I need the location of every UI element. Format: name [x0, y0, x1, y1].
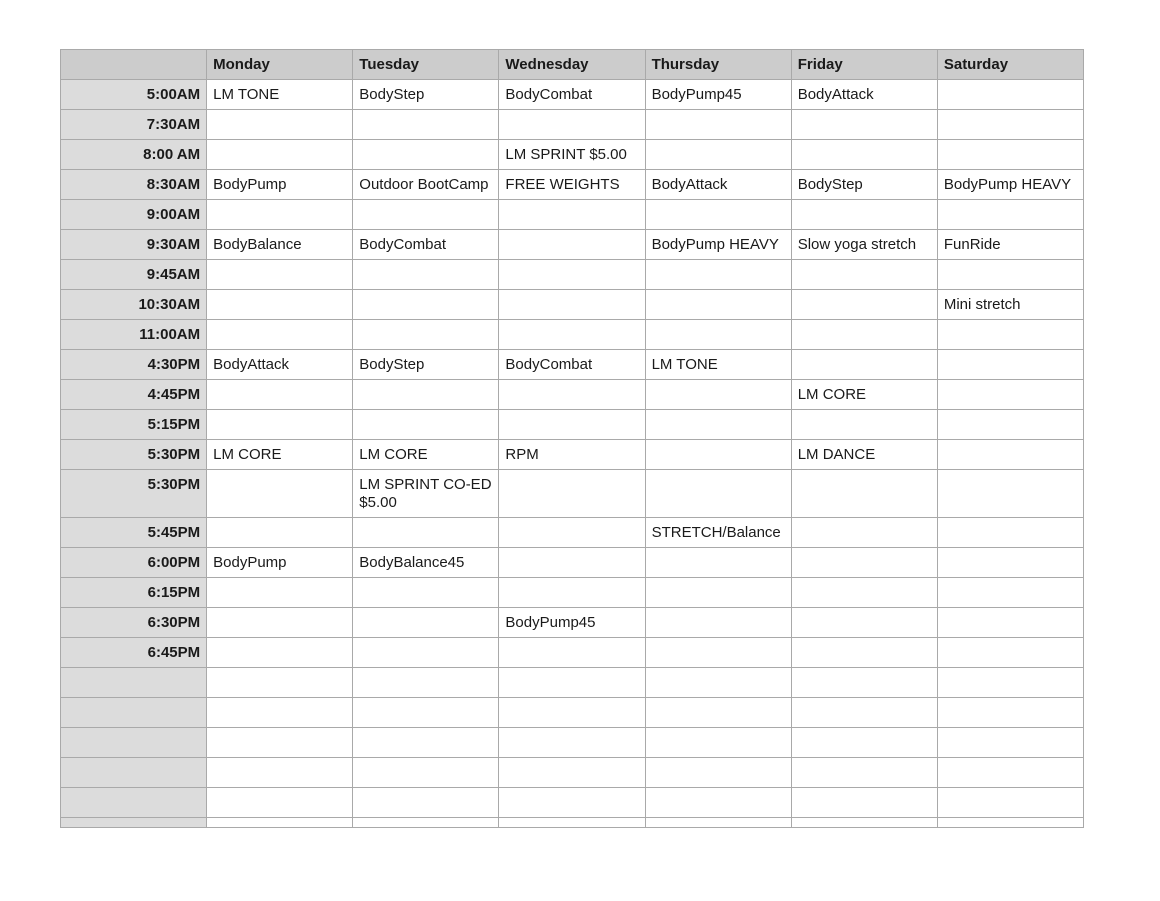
corner-cell[interactable] [61, 50, 207, 80]
class-cell[interactable] [791, 728, 937, 758]
schedule-row [61, 140, 1084, 170]
class-cell[interactable] [207, 470, 353, 518]
class-cell[interactable] [207, 638, 353, 668]
class-cell[interactable] [791, 818, 937, 828]
class-cell[interactable] [937, 518, 1083, 548]
class-cell[interactable] [353, 698, 499, 728]
schedule-row [61, 728, 1084, 758]
class-cell[interactable] [207, 200, 353, 230]
day-header[interactable]: Tuesday [353, 50, 499, 80]
class-cell[interactable] [937, 578, 1083, 608]
class-cell[interactable] [791, 638, 937, 668]
class-cell[interactable] [645, 728, 791, 758]
schedule-row [61, 758, 1084, 788]
class-cell[interactable]: BodyAttack [791, 80, 937, 110]
class-cell[interactable] [353, 818, 499, 828]
class-cell[interactable] [499, 260, 645, 290]
class-cell[interactable] [645, 410, 791, 440]
class-cell[interactable] [207, 260, 353, 290]
class-cell[interactable] [791, 698, 937, 728]
class-cell[interactable] [353, 380, 499, 410]
class-cell[interactable] [207, 320, 353, 350]
class-cell[interactable] [499, 410, 645, 440]
schedule-row [61, 80, 1084, 110]
class-cell[interactable]: STRETCH/Balance [645, 518, 791, 548]
class-cell[interactable]: LM DANCE [791, 440, 937, 470]
class-cell[interactable] [645, 200, 791, 230]
class-cell[interactable] [645, 668, 791, 698]
class-cell[interactable] [353, 290, 499, 320]
class-cell[interactable] [791, 578, 937, 608]
time-cell[interactable]: 4:30PM [61, 350, 207, 380]
class-cell[interactable] [645, 260, 791, 290]
time-cell[interactable]: 6:30PM [61, 608, 207, 638]
time-cell[interactable]: 4:45PM [61, 380, 207, 410]
schedule-row [61, 698, 1084, 728]
schedule-row [61, 518, 1084, 548]
class-cell[interactable] [645, 608, 791, 638]
class-cell[interactable] [937, 350, 1083, 380]
class-cell[interactable] [353, 410, 499, 440]
class-cell[interactable] [937, 548, 1083, 578]
class-cell[interactable]: BodyPump HEAVY [937, 170, 1083, 200]
class-cell[interactable] [937, 470, 1083, 518]
schedule-row [61, 548, 1084, 578]
class-cell[interactable] [937, 758, 1083, 788]
class-cell[interactable]: FunRide [937, 230, 1083, 260]
schedule-row [61, 410, 1084, 440]
class-cell[interactable]: BodyCombat [499, 80, 645, 110]
class-cell[interactable]: Mini stretch [937, 290, 1083, 320]
time-cell[interactable]: 5:15PM [61, 410, 207, 440]
class-cell[interactable] [353, 140, 499, 170]
class-cell[interactable] [353, 608, 499, 638]
class-cell[interactable] [791, 140, 937, 170]
class-cell[interactable] [499, 548, 645, 578]
time-cell[interactable] [61, 698, 207, 728]
day-header[interactable]: Thursday [645, 50, 791, 80]
class-cell[interactable] [207, 698, 353, 728]
class-cell[interactable] [499, 470, 645, 518]
class-cell[interactable] [937, 818, 1083, 828]
class-cell[interactable] [645, 758, 791, 788]
time-cell[interactable]: 8:00 AM [61, 140, 207, 170]
class-cell[interactable] [353, 320, 499, 350]
schedule-row [61, 638, 1084, 668]
class-cell[interactable] [207, 728, 353, 758]
class-cell[interactable] [791, 320, 937, 350]
class-cell[interactable] [937, 80, 1083, 110]
class-cell[interactable] [499, 818, 645, 828]
time-cell[interactable]: 10:30AM [61, 290, 207, 320]
class-cell[interactable] [645, 140, 791, 170]
class-cell[interactable]: LM CORE [791, 380, 937, 410]
class-cell[interactable]: BodyCombat [499, 350, 645, 380]
class-cell[interactable] [937, 320, 1083, 350]
class-cell[interactable] [207, 410, 353, 440]
class-cell[interactable] [353, 638, 499, 668]
time-cell[interactable]: 9:30AM [61, 230, 207, 260]
class-cell[interactable]: BodyStep [353, 350, 499, 380]
class-cell[interactable] [499, 728, 645, 758]
class-cell[interactable] [207, 290, 353, 320]
schedule-row [61, 470, 1084, 518]
class-cell[interactable] [207, 578, 353, 608]
schedule-row [61, 668, 1084, 698]
class-cell[interactable] [645, 578, 791, 608]
time-cell[interactable] [61, 818, 207, 828]
class-cell[interactable]: BodyPump45 [499, 608, 645, 638]
class-cell[interactable]: BodyStep [353, 80, 499, 110]
class-cell[interactable] [791, 470, 937, 518]
class-cell[interactable] [791, 518, 937, 548]
class-cell[interactable]: BodyPump HEAVY [645, 230, 791, 260]
class-cell[interactable]: BodyPump45 [645, 80, 791, 110]
class-cell[interactable]: Outdoor BootCamp [353, 170, 499, 200]
class-cell[interactable]: BodyBalance [207, 230, 353, 260]
time-cell[interactable]: 8:30AM [61, 170, 207, 200]
class-cell[interactable] [791, 260, 937, 290]
class-cell[interactable]: BodyCombat [353, 230, 499, 260]
class-schedule-table [60, 49, 1084, 828]
class-cell[interactable] [353, 758, 499, 788]
class-cell[interactable] [937, 788, 1083, 818]
time-cell[interactable]: 5:30PM [61, 440, 207, 470]
class-cell[interactable] [937, 728, 1083, 758]
class-cell[interactable] [499, 320, 645, 350]
class-cell[interactable] [499, 230, 645, 260]
schedule-row [61, 608, 1084, 638]
class-cell[interactable] [791, 410, 937, 440]
schedule-body [61, 80, 1084, 828]
time-cell[interactable]: 5:30PM [61, 470, 207, 518]
class-cell[interactable] [645, 698, 791, 728]
class-cell[interactable] [353, 200, 499, 230]
class-cell[interactable] [645, 320, 791, 350]
class-cell[interactable]: BodyBalance45 [353, 548, 499, 578]
class-cell[interactable]: RPM [499, 440, 645, 470]
class-cell[interactable] [499, 758, 645, 788]
class-cell[interactable]: BodyStep [791, 170, 937, 200]
schedule-row [61, 440, 1084, 470]
schedule-row [61, 578, 1084, 608]
class-cell[interactable] [937, 140, 1083, 170]
schedule-row [61, 788, 1084, 818]
class-cell[interactable] [937, 440, 1083, 470]
class-cell[interactable] [353, 578, 499, 608]
day-header[interactable]: Friday [791, 50, 937, 80]
class-cell[interactable] [791, 788, 937, 818]
class-cell[interactable] [353, 668, 499, 698]
class-cell[interactable]: LM SPRINT $5.00 [499, 140, 645, 170]
class-cell[interactable] [791, 110, 937, 140]
class-cell[interactable] [937, 380, 1083, 410]
time-cell[interactable] [61, 668, 207, 698]
class-cell[interactable] [645, 380, 791, 410]
time-cell[interactable]: 6:45PM [61, 638, 207, 668]
class-cell[interactable] [353, 110, 499, 140]
time-cell[interactable]: 6:00PM [61, 548, 207, 578]
class-cell[interactable] [207, 518, 353, 548]
class-cell[interactable]: LM CORE [207, 440, 353, 470]
time-cell[interactable]: 9:00AM [61, 200, 207, 230]
class-cell[interactable]: LM TONE [207, 80, 353, 110]
schedule-row [61, 818, 1084, 828]
class-cell[interactable] [207, 608, 353, 638]
class-cell[interactable] [499, 788, 645, 818]
time-cell[interactable]: 11:00AM [61, 320, 207, 350]
class-cell[interactable]: BodyPump [207, 548, 353, 578]
class-cell[interactable] [499, 698, 645, 728]
time-cell[interactable]: 9:45AM [61, 260, 207, 290]
day-header[interactable]: Monday [207, 50, 353, 80]
day-header[interactable]: Wednesday [499, 50, 645, 80]
class-cell[interactable] [499, 578, 645, 608]
class-cell[interactable] [791, 608, 937, 638]
schedule-row [61, 380, 1084, 410]
class-cell[interactable] [499, 518, 645, 548]
class-cell[interactable]: BodyPump [207, 170, 353, 200]
class-cell[interactable] [207, 140, 353, 170]
schedule-row [61, 230, 1084, 260]
class-cell[interactable] [207, 758, 353, 788]
class-cell[interactable] [937, 698, 1083, 728]
class-cell[interactable] [353, 788, 499, 818]
class-cell[interactable] [499, 110, 645, 140]
class-cell[interactable] [645, 110, 791, 140]
time-cell[interactable] [61, 758, 207, 788]
class-cell[interactable] [499, 638, 645, 668]
schedule-row [61, 260, 1084, 290]
time-cell[interactable] [61, 788, 207, 818]
class-cell[interactable] [207, 788, 353, 818]
schedule-row [61, 200, 1084, 230]
class-cell[interactable] [791, 548, 937, 578]
class-cell[interactable]: BodyAttack [207, 350, 353, 380]
class-cell[interactable] [499, 290, 645, 320]
class-cell[interactable] [207, 818, 353, 828]
class-cell[interactable] [499, 380, 645, 410]
class-cell[interactable] [791, 758, 937, 788]
class-cell[interactable] [353, 728, 499, 758]
schedule-row [61, 110, 1084, 140]
class-cell[interactable] [791, 200, 937, 230]
class-cell[interactable] [937, 668, 1083, 698]
time-cell[interactable]: 6:15PM [61, 578, 207, 608]
class-cell[interactable] [353, 518, 499, 548]
day-header[interactable]: Saturday [937, 50, 1083, 80]
class-cell[interactable] [207, 110, 353, 140]
class-cell[interactable] [937, 608, 1083, 638]
class-cell[interactable] [207, 668, 353, 698]
class-cell[interactable]: LM CORE [353, 440, 499, 470]
class-cell[interactable] [499, 668, 645, 698]
schedule-row [61, 350, 1084, 380]
time-cell[interactable]: 7:30AM [61, 110, 207, 140]
class-cell[interactable] [791, 290, 937, 320]
class-cell[interactable]: Slow yoga stretch [791, 230, 937, 260]
class-cell[interactable] [937, 410, 1083, 440]
class-cell[interactable] [645, 548, 791, 578]
class-cell[interactable] [645, 290, 791, 320]
class-cell[interactable]: LM TONE [645, 350, 791, 380]
time-cell[interactable]: 5:45PM [61, 518, 207, 548]
class-cell[interactable] [937, 638, 1083, 668]
class-cell[interactable] [937, 260, 1083, 290]
schedule-row [61, 170, 1084, 200]
class-cell[interactable] [791, 668, 937, 698]
class-cell[interactable] [645, 818, 791, 828]
class-cell[interactable] [645, 470, 791, 518]
class-cell[interactable] [791, 350, 937, 380]
schedule-row [61, 290, 1084, 320]
class-cell[interactable] [207, 380, 353, 410]
class-cell[interactable] [499, 200, 645, 230]
time-cell[interactable]: 5:00AM [61, 80, 207, 110]
header-row [61, 50, 1084, 80]
class-cell[interactable] [353, 260, 499, 290]
schedule-row [61, 320, 1084, 350]
class-cell[interactable]: LM SPRINT CO-ED $5.00 [353, 470, 499, 518]
class-cell[interactable]: BodyAttack [645, 170, 791, 200]
class-cell[interactable] [645, 440, 791, 470]
class-cell[interactable] [937, 110, 1083, 140]
class-cell[interactable] [645, 638, 791, 668]
time-cell[interactable] [61, 728, 207, 758]
class-cell[interactable] [937, 200, 1083, 230]
class-cell[interactable]: FREE WEIGHTS [499, 170, 645, 200]
class-cell[interactable] [645, 788, 791, 818]
